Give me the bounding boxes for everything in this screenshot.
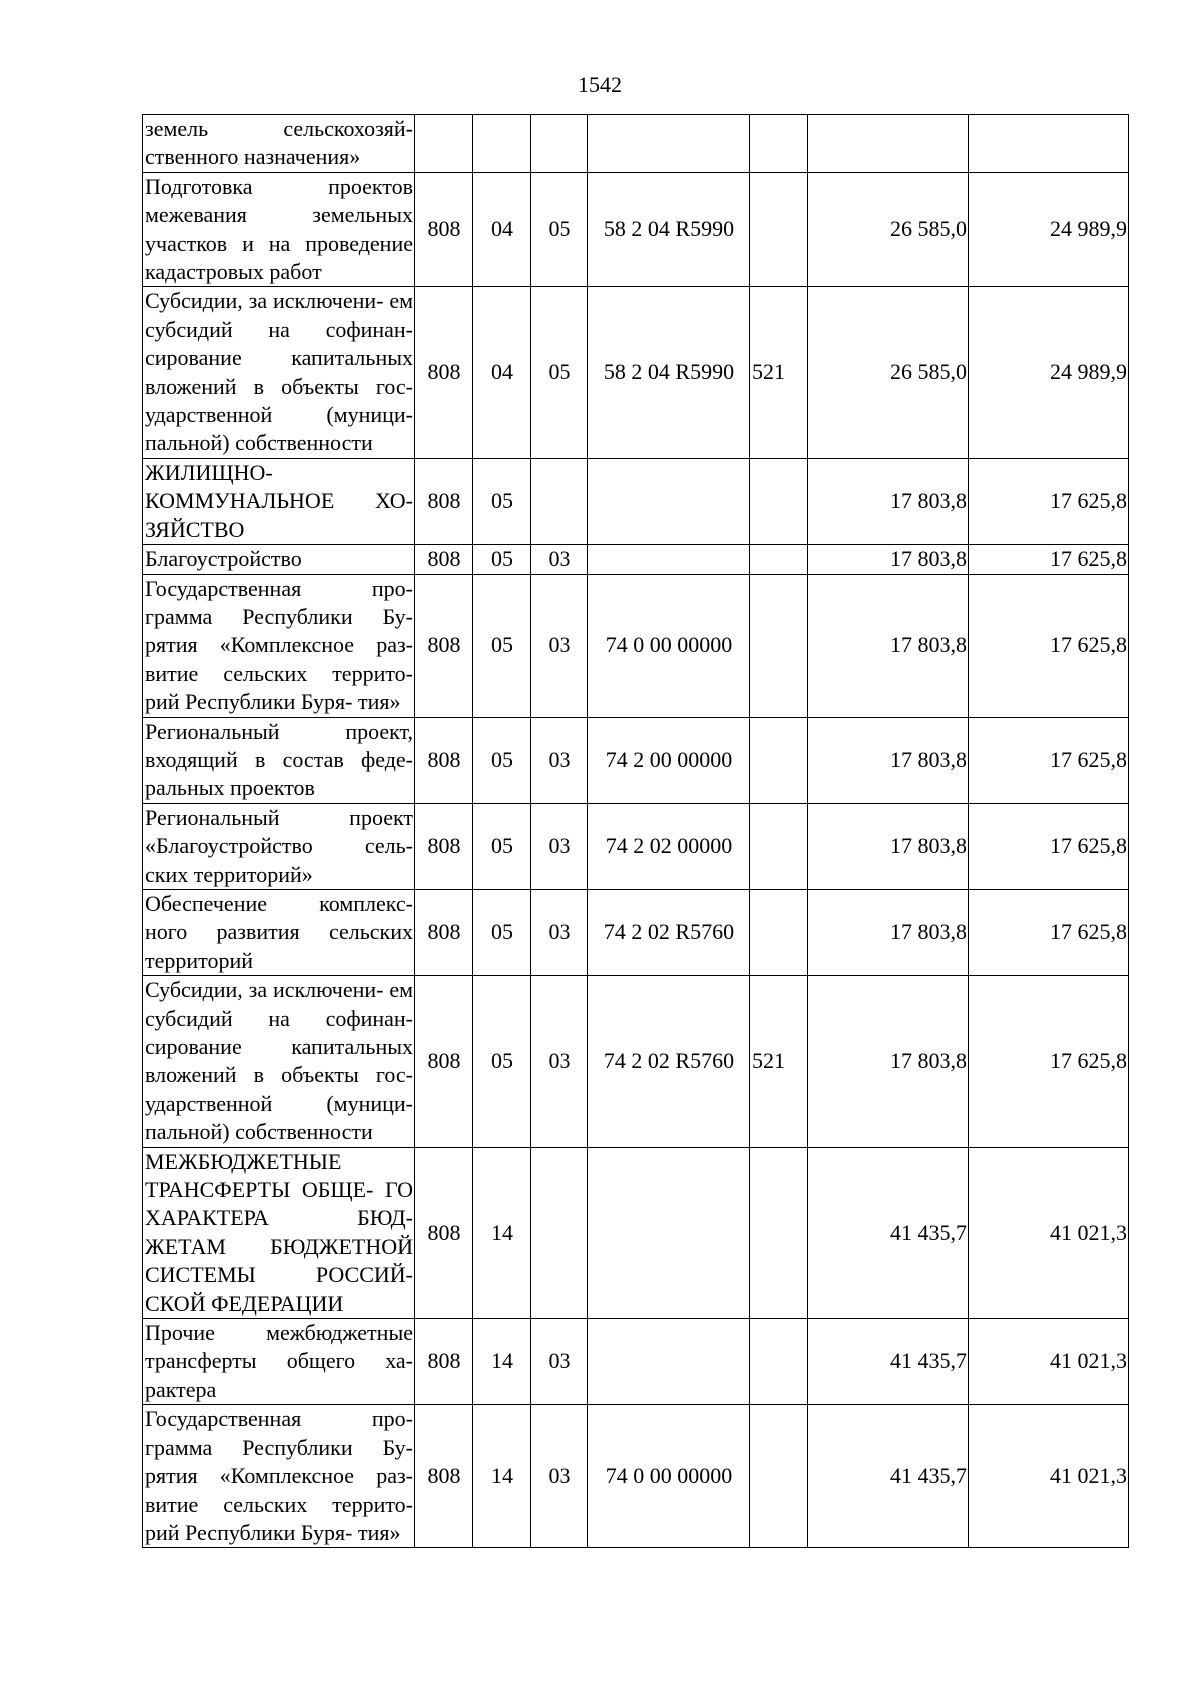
subsection-cell: 03 bbox=[531, 803, 588, 889]
amount-year1-cell: 17 803,8 bbox=[808, 717, 969, 803]
amount-year2-cell: 41 021,3 bbox=[969, 1405, 1129, 1548]
item-name-line: КОММУНАЛЬНОЕ ХО- bbox=[145, 488, 413, 514]
item-name-line: сирование капитальных bbox=[145, 1034, 413, 1059]
amount-year2-cell: 41 021,3 bbox=[969, 1147, 1129, 1318]
table-row bbox=[143, 545, 1129, 574]
item-name-line: пальной) собственности bbox=[145, 430, 373, 456]
page-number: 1542 bbox=[578, 72, 622, 97]
item-name-line: участков и на проведение bbox=[145, 230, 413, 256]
amount-year1-cell: 17 803,8 bbox=[808, 889, 969, 975]
amount-year1-cell: 26 585,0 bbox=[808, 287, 969, 458]
table-row bbox=[143, 458, 1129, 544]
item-name-cell bbox=[143, 717, 415, 803]
amount-year1-cell bbox=[808, 115, 969, 173]
item-name-line: Государственная про- bbox=[145, 1406, 413, 1432]
grbs-cell: 808 bbox=[415, 287, 473, 458]
subsection-cell bbox=[531, 115, 588, 173]
item-name-line: ральных проектов bbox=[145, 775, 315, 801]
item-name-line: Благоустройство bbox=[145, 546, 302, 572]
item-name-line: витие сельских террито- bbox=[145, 660, 413, 686]
item-name-line: Обеспечение комплекс- bbox=[145, 890, 413, 916]
expense-type-cell bbox=[750, 717, 808, 803]
grbs-cell: 808 bbox=[415, 172, 473, 287]
item-name-cell bbox=[143, 458, 415, 544]
item-name-cell bbox=[143, 172, 415, 287]
table-body bbox=[143, 115, 1129, 1548]
target-article-cell: 74 2 00 00000 bbox=[588, 717, 750, 803]
item-name-line: «Благоустройство сель- bbox=[145, 833, 413, 859]
expense-type-cell: 521 bbox=[750, 287, 808, 458]
item-name-cell bbox=[143, 545, 415, 574]
table-row bbox=[143, 1147, 1129, 1318]
section-cell: 04 bbox=[473, 287, 531, 458]
item-name-cell bbox=[143, 1405, 415, 1548]
item-name-line: ем субсидий на софинан- bbox=[145, 977, 413, 1031]
item-name-line: Субсидии, за исключени- bbox=[145, 977, 384, 1003]
table-row bbox=[143, 574, 1129, 717]
grbs-cell: 808 bbox=[415, 889, 473, 975]
item-name-line: ЗЯЙСТВО bbox=[145, 516, 245, 542]
table-row bbox=[143, 1319, 1129, 1405]
target-article-cell bbox=[588, 115, 750, 173]
table-row bbox=[143, 889, 1129, 975]
expense-type-cell bbox=[750, 1147, 808, 1318]
section-cell: 05 bbox=[473, 976, 531, 1147]
amount-year2-cell: 17 625,8 bbox=[969, 574, 1129, 717]
item-name-line: Региональный проект bbox=[145, 804, 413, 830]
target-article-cell bbox=[588, 458, 750, 544]
budget-table bbox=[142, 114, 1129, 1548]
item-name-line: рятия «Комплексное раз- bbox=[145, 1463, 413, 1489]
item-name-cell bbox=[143, 889, 415, 975]
target-article-cell bbox=[588, 1147, 750, 1318]
subsection-cell bbox=[531, 458, 588, 544]
section-cell bbox=[473, 115, 531, 173]
item-name-line: рий Республики Буря- bbox=[145, 1519, 353, 1545]
section-cell: 14 bbox=[473, 1319, 531, 1405]
subsection-cell: 03 bbox=[531, 717, 588, 803]
section-cell: 04 bbox=[473, 172, 531, 287]
item-name-line: Субсидии, за исключени- bbox=[145, 288, 384, 314]
section-cell: 14 bbox=[473, 1147, 531, 1318]
amount-year1-cell: 17 803,8 bbox=[808, 803, 969, 889]
expense-type-cell bbox=[750, 172, 808, 287]
section-cell: 05 bbox=[473, 803, 531, 889]
item-name-cell bbox=[143, 287, 415, 458]
item-name-cell bbox=[143, 803, 415, 889]
expense-type-cell bbox=[750, 1405, 808, 1548]
target-article-cell: 74 2 02 R5760 bbox=[588, 976, 750, 1147]
grbs-cell: 808 bbox=[415, 545, 473, 574]
item-name-line: территорий bbox=[145, 947, 254, 973]
item-name-line: земель сельскохозяй- bbox=[145, 116, 413, 141]
item-name-line: грамма Республики Бу- bbox=[145, 1434, 413, 1460]
table-row bbox=[143, 287, 1129, 458]
subsection-cell: 03 bbox=[531, 1405, 588, 1548]
subsection-cell: 03 bbox=[531, 545, 588, 574]
item-name-line: МЕЖБЮДЖЕТНЫЕ bbox=[145, 1148, 342, 1174]
expense-type-cell bbox=[750, 574, 808, 717]
item-name-cell bbox=[143, 1147, 415, 1318]
amount-year2-cell: 17 625,8 bbox=[969, 717, 1129, 803]
item-name-line: рятия «Комплексное раз- bbox=[145, 632, 413, 658]
expense-type-cell bbox=[750, 115, 808, 173]
amount-year1-cell: 26 585,0 bbox=[808, 172, 969, 287]
grbs-cell: 808 bbox=[415, 717, 473, 803]
item-name-line: ударственной (муници- bbox=[145, 402, 413, 428]
item-name-cell bbox=[143, 115, 415, 173]
target-article-cell: 74 0 00 00000 bbox=[588, 574, 750, 717]
item-name-line: СИСТЕМЫ РОССИЙ- bbox=[145, 1262, 413, 1288]
expense-type-cell bbox=[750, 1319, 808, 1405]
item-name-line: тия» bbox=[357, 689, 401, 715]
table-row bbox=[143, 976, 1129, 1147]
item-name-line: ственного назначения» bbox=[145, 144, 361, 170]
table-row bbox=[143, 1405, 1129, 1548]
target-article-cell bbox=[588, 1319, 750, 1405]
item-name-line: вложений в объекты гос- bbox=[145, 373, 413, 399]
item-name-line: вложений в объекты гос- bbox=[145, 1062, 413, 1088]
item-name-line: трансферты общего ха- bbox=[145, 1348, 413, 1374]
item-name-line: СКОЙ ФЕДЕРАЦИИ bbox=[145, 1290, 344, 1316]
target-article-cell: 58 2 04 R5990 bbox=[588, 287, 750, 458]
amount-year2-cell: 17 625,8 bbox=[969, 889, 1129, 975]
target-article-cell: 74 2 02 00000 bbox=[588, 803, 750, 889]
item-name-line: Прочие межбюджетные bbox=[145, 1320, 413, 1346]
item-name-line: ударственной (муници- bbox=[145, 1090, 413, 1116]
amount-year2-cell: 24 989,9 bbox=[969, 172, 1129, 287]
table-row bbox=[143, 803, 1129, 889]
amount-year2-cell: 24 989,9 bbox=[969, 287, 1129, 458]
expense-type-cell bbox=[750, 545, 808, 574]
item-name-line: сирование капитальных bbox=[145, 345, 413, 371]
grbs-cell: 808 bbox=[415, 458, 473, 544]
grbs-cell: 808 bbox=[415, 574, 473, 717]
target-article-cell bbox=[588, 545, 750, 574]
amount-year2-cell: 17 625,8 bbox=[969, 545, 1129, 574]
amount-year2-cell: 17 625,8 bbox=[969, 458, 1129, 544]
item-name-line: ских территорий» bbox=[145, 861, 313, 887]
section-cell: 05 bbox=[473, 458, 531, 544]
expense-type-cell bbox=[750, 889, 808, 975]
amount-year1-cell: 41 435,7 bbox=[808, 1147, 969, 1318]
table-row bbox=[143, 172, 1129, 287]
grbs-cell: 808 bbox=[415, 1147, 473, 1318]
grbs-cell: 808 bbox=[415, 976, 473, 1147]
table-row bbox=[143, 717, 1129, 803]
target-article-cell: 58 2 04 R5990 bbox=[588, 172, 750, 287]
section-cell: 05 bbox=[473, 545, 531, 574]
amount-year1-cell: 41 435,7 bbox=[808, 1319, 969, 1405]
section-cell: 14 bbox=[473, 1405, 531, 1548]
subsection-cell: 03 bbox=[531, 1319, 588, 1405]
item-name-line: Региональный проект, bbox=[145, 718, 413, 744]
item-name-line: рий Республики Буря- bbox=[145, 689, 353, 715]
subsection-cell: 03 bbox=[531, 574, 588, 717]
item-name-line: ТРАНСФЕРТЫ ОБЩЕ- bbox=[145, 1177, 374, 1203]
section-cell: 05 bbox=[473, 574, 531, 717]
item-name-line: Государственная про- bbox=[145, 575, 413, 601]
target-article-cell: 74 0 00 00000 bbox=[588, 1405, 750, 1548]
amount-year1-cell: 41 435,7 bbox=[808, 1405, 969, 1548]
item-name-line: рактера bbox=[145, 1376, 217, 1402]
item-name-line: входящий в состав феде- bbox=[145, 746, 413, 772]
amount-year2-cell: 41 021,3 bbox=[969, 1319, 1129, 1405]
amount-year2-cell bbox=[969, 115, 1129, 173]
item-name-cell bbox=[143, 976, 415, 1147]
amount-year1-cell: 17 803,8 bbox=[808, 545, 969, 574]
target-article-cell: 74 2 02 R5760 bbox=[588, 889, 750, 975]
item-name-cell bbox=[143, 574, 415, 717]
item-name-line: витие сельских террито- bbox=[145, 1491, 413, 1517]
item-name-line: кадастровых работ bbox=[145, 259, 322, 285]
subsection-cell: 05 bbox=[531, 172, 588, 287]
item-name-line: межевания земельных bbox=[145, 202, 413, 228]
amount-year2-cell: 17 625,8 bbox=[969, 803, 1129, 889]
grbs-cell: 808 bbox=[415, 1405, 473, 1548]
amount-year1-cell: 17 803,8 bbox=[808, 976, 969, 1147]
expense-type-cell bbox=[750, 803, 808, 889]
expense-type-cell: 521 bbox=[750, 976, 808, 1147]
item-name-line: ГО ХАРАКТЕРА БЮД- bbox=[145, 1177, 414, 1231]
amount-year2-cell: 17 625,8 bbox=[969, 976, 1129, 1147]
item-name-line: ем субсидий на софинан- bbox=[145, 288, 413, 342]
item-name-line: пальной) собственности bbox=[145, 1119, 373, 1145]
item-name-line: ЖИЛИЩНО- bbox=[145, 459, 273, 485]
item-name-line: ЖЕТАМ БЮДЖЕТНОЙ bbox=[145, 1233, 413, 1259]
subsection-cell: 03 bbox=[531, 889, 588, 975]
grbs-cell bbox=[415, 115, 473, 173]
item-name-line: ного развития сельских bbox=[145, 919, 413, 945]
amount-year1-cell: 17 803,8 bbox=[808, 574, 969, 717]
grbs-cell: 808 bbox=[415, 1319, 473, 1405]
expense-type-cell bbox=[750, 458, 808, 544]
item-name-line: грамма Республики Бу- bbox=[145, 603, 413, 629]
subsection-cell: 03 bbox=[531, 976, 588, 1147]
section-cell: 05 bbox=[473, 889, 531, 975]
amount-year1-cell: 17 803,8 bbox=[808, 458, 969, 544]
subsection-cell bbox=[531, 1147, 588, 1318]
item-name-line: Подготовка проектов bbox=[145, 173, 413, 199]
grbs-cell: 808 bbox=[415, 803, 473, 889]
table-row bbox=[143, 115, 1129, 173]
subsection-cell: 05 bbox=[531, 287, 588, 458]
item-name-line: тия» bbox=[357, 1519, 401, 1545]
section-cell: 05 bbox=[473, 717, 531, 803]
item-name-cell bbox=[143, 1319, 415, 1405]
